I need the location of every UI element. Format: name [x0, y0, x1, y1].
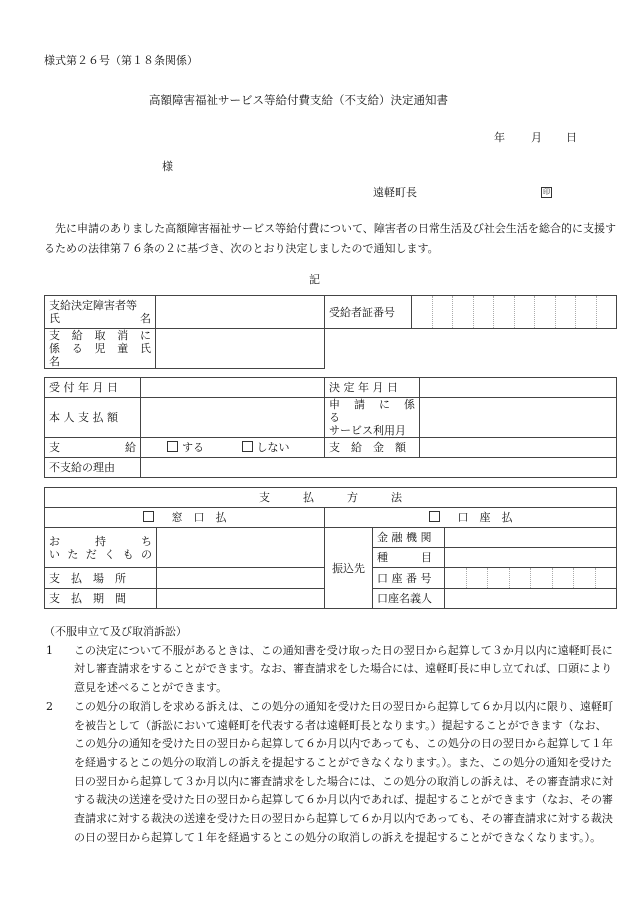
intro-paragraph: 先に申請のありました高額障害福祉サービス等給付費について、障害者の日常生活及び社会生活を総合的に支援するための法律第７６条の２に基づき、次のとおり決定しましたので通知します。	[44, 222, 616, 255]
holder-field[interactable]	[445, 589, 617, 609]
account-number-label: 口 座 番 号	[373, 568, 445, 589]
payment-method-table	[44, 487, 617, 609]
recipient-name-field[interactable]	[156, 296, 325, 329]
form-number: 様式第２６号（第１８条関係）	[44, 54, 198, 67]
date-year: 年	[494, 131, 505, 144]
holder-label: 口座名義人	[373, 589, 445, 609]
recipient-name-label: 支給決定障害者等 氏 名	[45, 296, 156, 329]
non-pay-reason-label: 不支給の理由	[45, 458, 141, 478]
place-label: 支 払 場 所	[45, 568, 157, 589]
payment-options	[141, 438, 325, 458]
option-no-label: しない	[256, 441, 290, 454]
recipient-table	[44, 295, 617, 369]
addressee-suffix: 様	[162, 160, 173, 173]
place-field[interactable]	[157, 568, 325, 589]
self-pay-field[interactable]	[141, 398, 325, 438]
received-date-field[interactable]	[141, 378, 325, 398]
account-payment-label: 口 座 払	[457, 511, 513, 524]
bank-field[interactable]	[445, 528, 617, 548]
certificate-number-label: 受給者証番号	[325, 296, 412, 329]
bank-label: 金 融 機 関	[373, 528, 445, 548]
bring-items-label: お 持 ち い た だ く も の	[45, 528, 157, 568]
self-pay-label: 本 人 支 払 額	[45, 398, 141, 438]
option-yes-checkbox[interactable]	[167, 441, 178, 452]
service-month-field[interactable]	[420, 398, 617, 438]
date-month: 月	[531, 131, 542, 144]
type-label: 種 目	[373, 548, 445, 568]
period-field[interactable]	[157, 589, 325, 609]
child-name-field[interactable]	[156, 329, 325, 369]
type-field[interactable]	[445, 548, 617, 568]
window-payment-label: 窓 口 払	[171, 511, 227, 524]
seal-mark: 印	[543, 188, 550, 196]
payment-amount-field[interactable]	[420, 438, 617, 458]
transfer-label: 振込先	[325, 528, 373, 609]
service-month-label: 申 請 に 係 る サービス利用月	[325, 398, 420, 438]
decision-date-label: 決 定 年 月 日	[325, 378, 420, 398]
option-no-checkbox[interactable]	[242, 441, 253, 452]
bring-items-field[interactable]	[157, 528, 325, 568]
document-title: 高額障害福祉サービス等給付費支給（不支給）決定通知書	[149, 93, 448, 107]
appeal-item: 1 この決定について不服があるときは、この通知書を受け取った日の翌日から起算して３か月以内に遠軽町長に対し審査請求をすることができます。なお、審査請求をした場合には、遠軽町長に申し立てれば、口頭により意見を述べることができます。	[46, 643, 613, 695]
window-payment-option	[45, 508, 325, 528]
payment-amount-label: 支 給 金 額	[325, 438, 420, 458]
period-label: 支 払 期 間	[45, 589, 157, 609]
option-yes-label: する	[182, 441, 204, 454]
appeal-heading: （不服申立て及び取消訴訟）	[44, 625, 187, 638]
non-pay-reason-field[interactable]	[141, 458, 617, 478]
account-number-field[interactable]	[445, 568, 617, 589]
account-payment-option	[325, 508, 617, 528]
decision-table	[44, 377, 617, 478]
date-day: 日	[566, 131, 577, 144]
issuer-name: 遠軽町長	[373, 186, 417, 199]
appeal-section	[44, 623, 616, 847]
account-payment-checkbox[interactable]	[429, 511, 440, 522]
received-date-label: 受 付 年 月 日	[45, 378, 141, 398]
payment-method-header: 支 払 方 法	[45, 488, 617, 508]
appeal-item: 2 この処分の取消しを求める訴えは、この処分の通知を受けた日の翌日から起算して６か月以内に限り、遠軽町を被告として（訴訟において遠軽町を代表する者は遠軽町長となります。）提起することができます（なお、この処分の通知を受けた日の翌日から起算して６か月以内であっても、この処分の日の翌日から起算して１年を経過するとこの処分の取消しの訴えを提起することができなくなります。）。また、この処分の通知を受けた日の翌日から起算して３か月以内に審査請求をした場合には、この処分の取消しの訴えは、その審査請求に対する裁決の送達を受けた日の翌日から起算して６か月以内であれば、提起することができます（なお、その審査請求に対する裁決の送達を受けた日の翌日から起算して６か月以内であっても、その審査請求に対する裁決の日の翌日から起算して１年を経過するとこの処分の取消しの訴えを提起することができなくなります。）。	[46, 699, 613, 844]
child-name-label: 支 給 取 消 に 係 る 児 童 氏 名	[45, 329, 156, 369]
certificate-number-field[interactable]	[412, 296, 617, 329]
payment-label: 支 給	[45, 438, 141, 458]
decision-date-field[interactable]	[420, 378, 617, 398]
ki-heading: 記	[309, 273, 320, 286]
window-payment-checkbox[interactable]	[143, 511, 154, 522]
